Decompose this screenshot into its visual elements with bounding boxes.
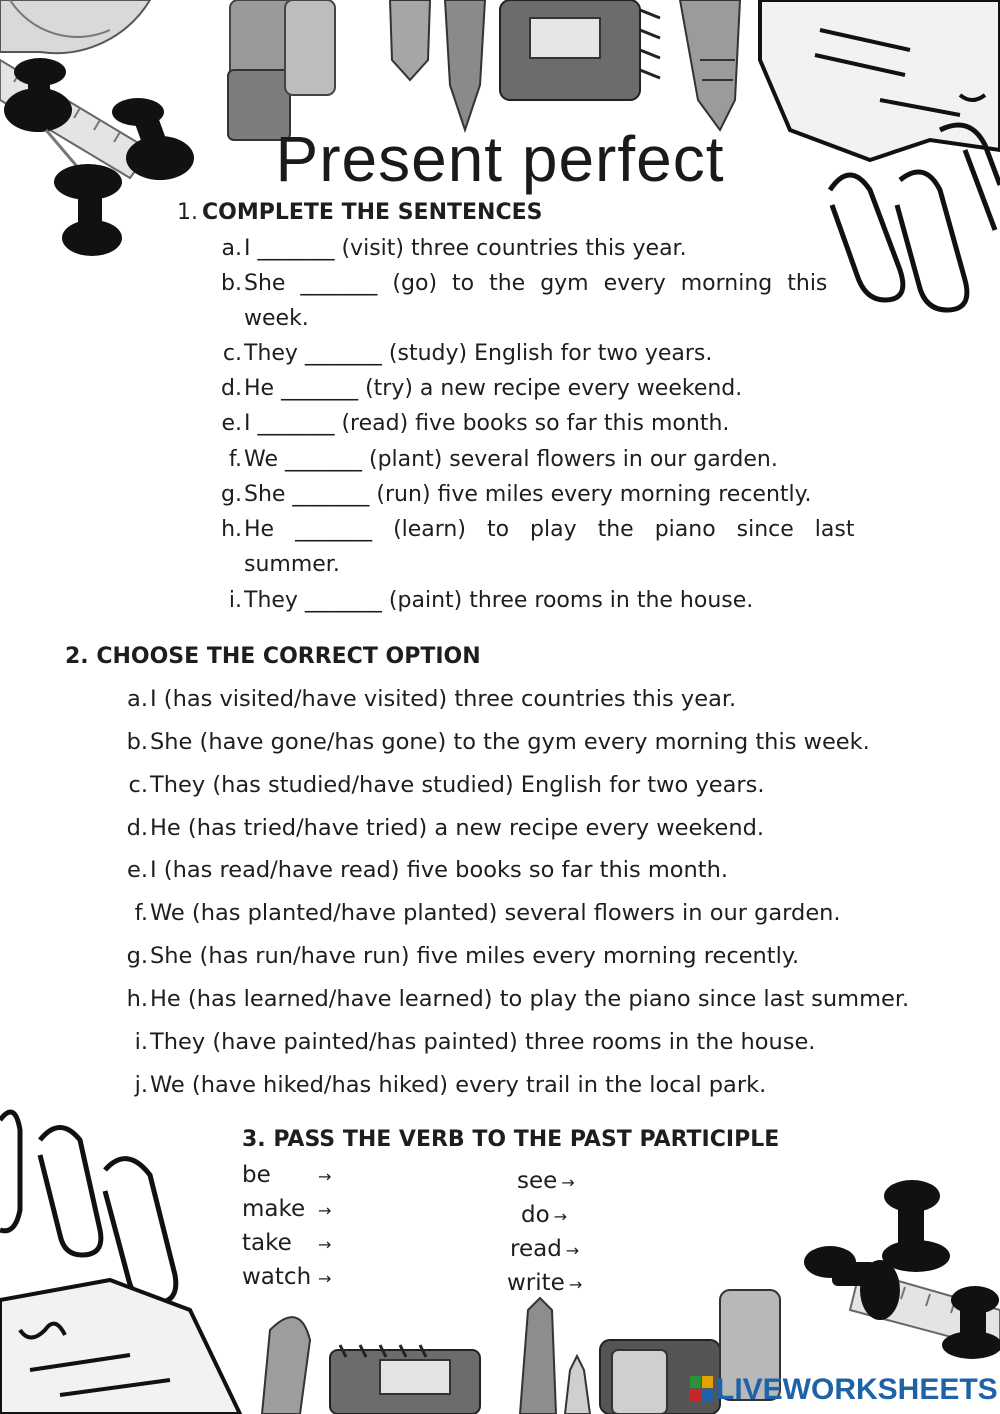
push-pin-icon bbox=[882, 1180, 950, 1272]
item-label: f. bbox=[228, 447, 242, 472]
item-label: h. bbox=[221, 517, 242, 542]
pencil-icon bbox=[520, 1298, 556, 1414]
list-item bbox=[216, 447, 778, 472]
verb-item bbox=[507, 1270, 582, 1296]
list-item bbox=[124, 943, 799, 969]
item-continuation: summer. bbox=[244, 552, 340, 577]
item-label: h. bbox=[126, 986, 148, 1012]
pencil-icon bbox=[565, 1356, 590, 1414]
liveworksheets-watermark[interactable]: LIVEWORKSHEETS bbox=[716, 1373, 998, 1406]
item-text: He _______ (learn) to play the piano since last bbox=[244, 517, 855, 542]
pencil-icon bbox=[680, 0, 740, 130]
verb-item bbox=[521, 1202, 567, 1228]
item-label: d. bbox=[221, 376, 242, 401]
item-text: They _______ (study) English for two years. bbox=[244, 341, 713, 366]
marker-icon bbox=[262, 1317, 310, 1414]
verb-item bbox=[242, 1196, 331, 1222]
verb-item bbox=[242, 1264, 331, 1290]
item-continuation: week. bbox=[244, 306, 309, 331]
notebook-icon bbox=[330, 1345, 480, 1414]
paper-clip-icon bbox=[0, 1112, 176, 1303]
verb-base: take bbox=[242, 1230, 292, 1256]
list-item bbox=[124, 1072, 766, 1098]
item-label: f. bbox=[134, 900, 148, 926]
list-item bbox=[124, 815, 764, 841]
arrow-icon: → bbox=[318, 1167, 332, 1186]
open-book-icon bbox=[0, 1280, 240, 1414]
list-item bbox=[124, 900, 841, 926]
item-text: She _______ (go) to the gym every morning this bbox=[244, 271, 828, 296]
list-item bbox=[216, 482, 812, 507]
verb-base: do bbox=[521, 1202, 550, 1228]
list-item bbox=[216, 411, 729, 436]
section-1-title: COMPLETE THE SENTENCES bbox=[202, 200, 543, 225]
arrow-icon: → bbox=[565, 1241, 580, 1260]
verb-item bbox=[517, 1168, 575, 1194]
list-item bbox=[216, 376, 742, 401]
list-item bbox=[124, 729, 870, 755]
item-label: b. bbox=[221, 271, 242, 296]
item-label: d. bbox=[126, 815, 148, 841]
item-text: She (has run/have run) five miles every morning recently. bbox=[150, 943, 800, 969]
section-3-heading: 3. PASS THE VERB TO THE PAST PARTICIPLE bbox=[242, 1127, 780, 1152]
item-text: I (has visited/have visited) three countries this year. bbox=[150, 686, 737, 712]
arrow-icon: → bbox=[318, 1269, 332, 1288]
verb-base: read bbox=[510, 1236, 562, 1262]
item-text: They _______ (paint) three rooms in the house. bbox=[244, 588, 754, 613]
verb-base: watch bbox=[242, 1264, 312, 1290]
item-text: I _______ (read) five books so far this month. bbox=[244, 411, 730, 436]
protractor-icon bbox=[0, 0, 150, 53]
page-title: Present perfect bbox=[275, 123, 725, 195]
liveworksheets-logo-icon bbox=[690, 1376, 714, 1402]
arrow-icon: → bbox=[553, 1207, 568, 1226]
list-item bbox=[216, 588, 753, 613]
glue-stick-icon bbox=[285, 0, 335, 95]
verb-item bbox=[510, 1236, 579, 1262]
verb-base: be bbox=[242, 1162, 271, 1188]
verb-item bbox=[242, 1230, 331, 1256]
item-label: e. bbox=[127, 857, 148, 883]
list-item bbox=[124, 686, 736, 712]
item-label: b. bbox=[126, 729, 148, 755]
item-text: He (has learned/have learned) to play the piano since last summer. bbox=[150, 986, 910, 1012]
item-text: She (have gone/has gone) to the gym every morning this week. bbox=[150, 729, 870, 755]
list-item bbox=[216, 341, 712, 366]
pencil-icon bbox=[390, 0, 430, 80]
item-label: g. bbox=[221, 482, 242, 507]
item-label: i. bbox=[134, 1029, 148, 1055]
list-item bbox=[124, 857, 728, 883]
arrow-icon: → bbox=[568, 1275, 583, 1294]
item-label: e. bbox=[221, 411, 242, 436]
verb-base: see bbox=[517, 1168, 558, 1194]
item-text: We (has planted/have planted) several flowers in our garden. bbox=[150, 900, 841, 926]
item-label: g. bbox=[126, 943, 148, 969]
pencil-icon bbox=[445, 0, 485, 130]
list-item bbox=[216, 236, 687, 261]
item-text: I (has read/have read) five books so far this month. bbox=[150, 857, 729, 883]
item-text: He _______ (try) a new recipe every weekend. bbox=[244, 376, 743, 401]
item-label: c. bbox=[222, 341, 242, 366]
item-text: We (have hiked/has hiked) every trail in the local park. bbox=[150, 1072, 767, 1098]
list-item bbox=[124, 986, 909, 1012]
item-text: They (has studied/have studied) English for two years. bbox=[150, 772, 765, 798]
section-1-number: 1. bbox=[177, 200, 198, 225]
verb-base: make bbox=[242, 1196, 306, 1222]
item-label: c. bbox=[128, 772, 148, 798]
item-text: We _______ (plant) several flowers in our garden. bbox=[244, 447, 778, 472]
arrow-icon: → bbox=[318, 1201, 332, 1220]
item-text: He (has tried/have tried) a new recipe every weekend. bbox=[150, 815, 765, 841]
arrow-icon: → bbox=[561, 1173, 575, 1192]
arrow-icon: → bbox=[318, 1235, 332, 1254]
section-1-heading bbox=[177, 200, 542, 225]
list-item bbox=[216, 517, 854, 542]
item-text: She _______ (run) five miles every morning recently. bbox=[244, 482, 812, 507]
list-item bbox=[124, 1029, 815, 1055]
verb-base: write bbox=[507, 1270, 565, 1296]
verb-item bbox=[242, 1162, 331, 1188]
item-label: a. bbox=[221, 236, 242, 261]
item-label: j. bbox=[134, 1072, 148, 1098]
item-text: I _______ (visit) three countries this year. bbox=[244, 236, 687, 261]
section-2-heading: 2. CHOOSE THE CORRECT OPTION bbox=[65, 644, 481, 669]
item-text: They (have painted/has painted) three rooms in the house. bbox=[150, 1029, 816, 1055]
list-item bbox=[216, 271, 827, 296]
list-item bbox=[124, 772, 765, 798]
item-label: i. bbox=[228, 588, 242, 613]
item-label: a. bbox=[127, 686, 148, 712]
